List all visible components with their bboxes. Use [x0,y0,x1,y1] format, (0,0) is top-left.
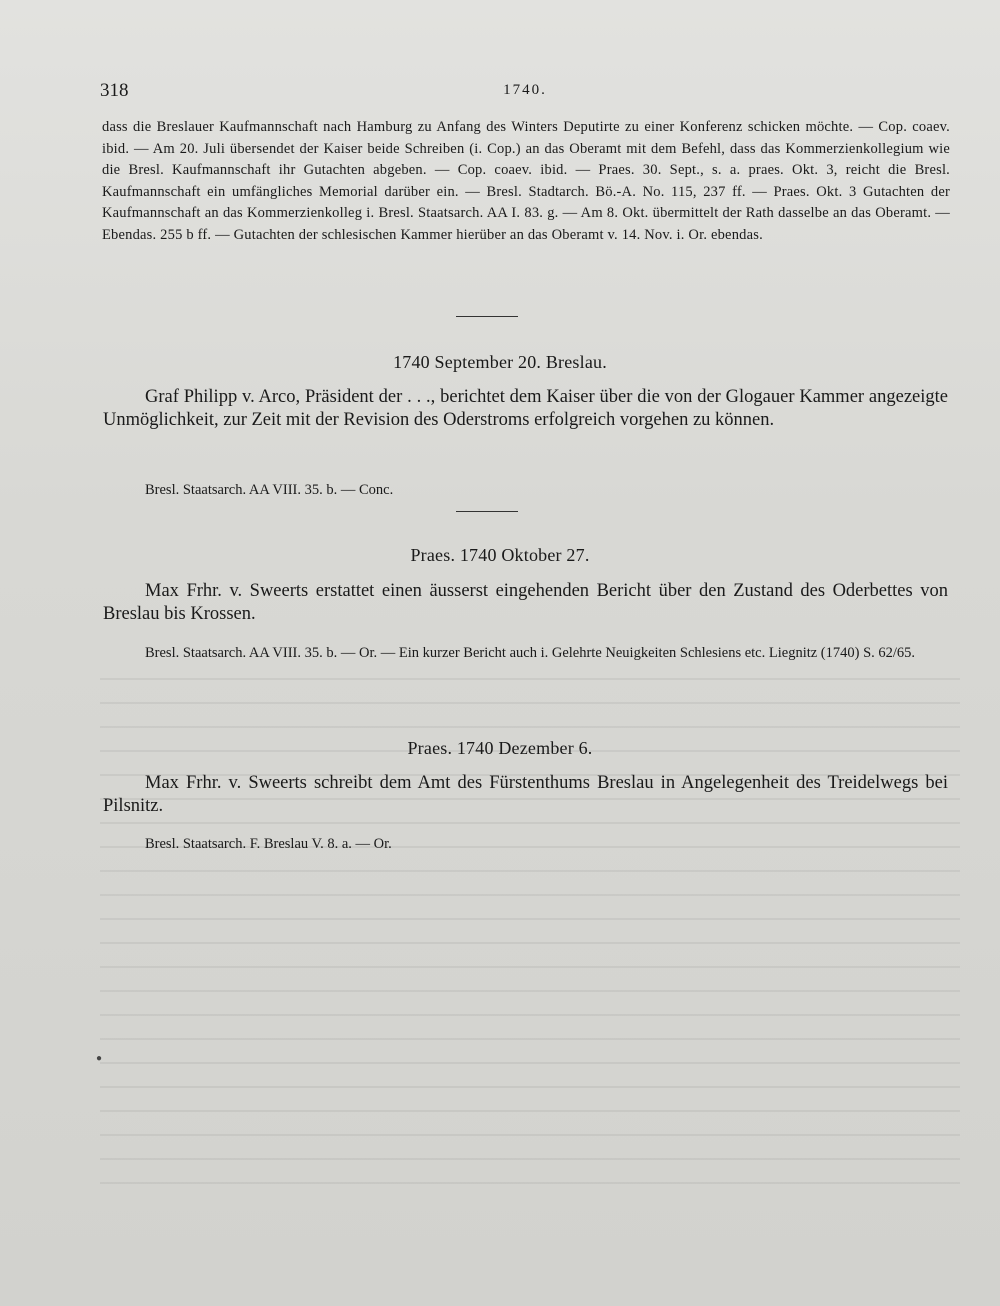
margin-mark: ● [96,1053,103,1064]
footnote-paragraph: dass die Breslauer Kaufmannschaft nach Hamburg zu Anfang des Winters Deputirte zu einer Konferenz schicken möchte. — Cop. coaev. ibid. — Am 20. Juli übersendet der Kaiser beide Schreiben (i. Cop.) an das Oberamt mit dem Befehl, dass das Kommerzienkollegium wie die Bresl. Kaufmannschaft ihr Gutachten abgeben. — Cop. coaev. ibid. — Praes. 30. Sept., s. a. praes. Okt. 3, reicht die Bresl. Kaufmannschaft ein umfängliches Memorial darüber ein. — Bresl. Stadtarch. Bö.-A. No. 115, 237 ff. — Praes. Okt. 3 Gutachten der Kaufmannschaft an das Kommerzienkolleg i. Bresl. Staatsarch. AA I. 83. g. — Am 8. Okt. übermittelt der Rath dasselbe an das Oberamt. — Ebendas. 255 b ff. — Gutachten der schlesischen Kammer hierüber an das Oberamt v. 14. Nov. i. Or. ebendas. [102,119,950,243]
entry-date: Praes. 1740 Oktober 27. [410,545,590,565]
entry-source: Bresl. Staatsarch. AA VIII. 35. b. — Conc. [145,482,394,498]
entry-source: Bresl. Staatsarch. F. Breslau V. 8. a. — Or. [145,836,392,852]
entry-summary: Max Frhr. v. Sweerts schreibt dem Amt des Fürstenthums Breslau in Angelegenheit des Treidelwegs bei Pilsnitz. [103,773,948,816]
page-header [100,80,950,106]
entry-source: Bresl. Staatsarch. AA VIII. 35. b. — Or. — Ein kurzer Bericht auch i. Gelehrte Neuigkeiten Schlesiens etc. Liegnitz (1740) S. 62/65. [145,645,916,661]
entry-summary: Max Frhr. v. Sweerts erstattet einen äusserst eingehenden Bericht über den Zustand des Oderbettes von Breslau bis Krossen. [103,581,948,624]
entry-summary: Graf Philipp v. Arco, Präsident der . . ., berichtet dem Kaiser über die von der Glogauer Kammer angezeigte Unmöglichkeit, zur Zeit mit der Revision des Oderstroms erfolgreich vorgehen zu können. [103,387,948,430]
section-divider [456,511,518,512]
entry-date: Praes. 1740 Dezember 6. [407,738,593,758]
page-number: 318 [100,80,129,101]
running-head: 1740. [503,82,547,98]
entry-date: 1740 September 20. Breslau. [393,352,607,372]
section-divider [456,316,518,317]
